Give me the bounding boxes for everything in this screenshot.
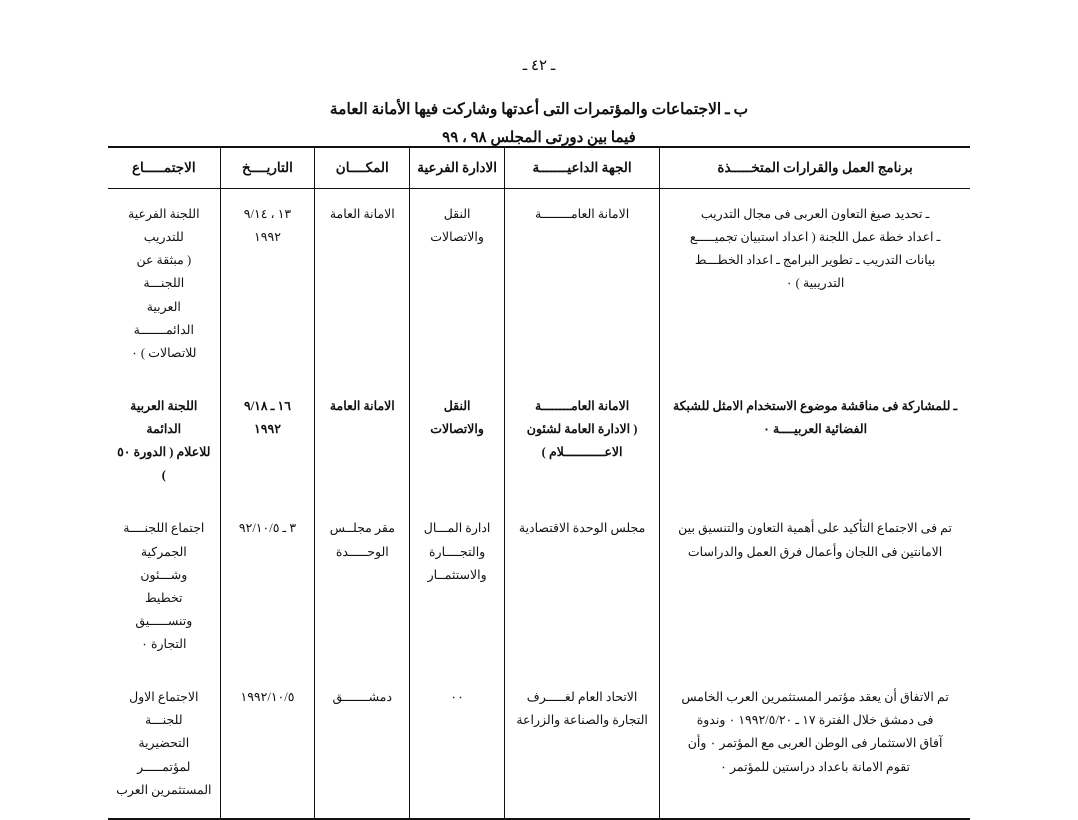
- cell-meeting-line: التجارة ٠: [141, 637, 187, 651]
- cell-place-line: الامانة العامة: [329, 207, 395, 221]
- cell-place: [315, 503, 410, 672]
- column-header-department: الادارة الفرعية: [410, 147, 505, 189]
- cell-program: [660, 189, 970, 381]
- column-header-program: برنامج العمل والقرارات المتخـــــذة: [660, 147, 970, 189]
- cell-meeting: [108, 381, 220, 504]
- cell-program-line: ـ تحديد صيغ التعاون العربى فى مجال التدريب: [700, 207, 930, 221]
- cell-meeting: [108, 672, 220, 819]
- cell-department-line: والاستثمــار: [427, 567, 487, 582]
- table-row: [108, 503, 970, 672]
- cell-place-line: الامانة العامة: [329, 398, 395, 413]
- cell-program-line: ـ اعداد خطة عمل اللجنة ( اعداد استبيان تجميـــــع: [689, 230, 941, 245]
- cell-date: [220, 503, 315, 672]
- cell-date-line: ١٩٩٢: [254, 422, 281, 436]
- cell-place: [315, 189, 410, 381]
- cell-organizer-line: ( الادارة العامة لشئون: [526, 422, 638, 436]
- cell-program-line: ـ للمشاركة فى مناقشة موضوع الاستخدام الامثل للشبكة: [672, 398, 958, 413]
- cell-date-line: ١٦ ـ ٩/١٨: [243, 398, 291, 413]
- cell-date-line: ١٣ ، ٩/١٤: [243, 207, 292, 221]
- cell-organizer-line: الاتحاد العام لغـــــرف: [526, 690, 638, 705]
- cell-meeting-line: التحضيرية لمؤتمـــــر: [137, 736, 191, 774]
- cell-meeting: [108, 189, 220, 381]
- cell-department: [410, 189, 505, 381]
- cell-program: [660, 381, 970, 504]
- cell-program-line: فى دمشق خلال الفترة ١٧ ـ ١٩٩٢/٥/٢٠ ٠ وندوة: [696, 713, 934, 728]
- cell-department-line: ادارة المـــال: [423, 521, 491, 536]
- cell-meeting-line: للاتصالات ) ٠: [131, 345, 197, 360]
- cell-program-line: تقوم الامانة باعداد دراستين للمؤتمر ٠: [720, 759, 910, 774]
- cell-date: [220, 189, 315, 381]
- page-title-line1: ب ـ الاجتماعات والمؤتمرات التى أعدتها وشاركت فيها الأمانة العامة: [329, 101, 749, 118]
- cell-date: [220, 381, 315, 504]
- cell-meeting-line: اجتماع اللجنــــة: [123, 521, 205, 536]
- cell-department-line: النقل والاتصالات: [430, 398, 484, 436]
- cell-meeting-line: اللجنة الفرعية للتدريب: [128, 207, 200, 245]
- column-header-organizer: الجهة الداعيـــــــة: [505, 147, 660, 189]
- cell-meeting-line: تخطيط وتنســـــيق: [135, 590, 193, 628]
- cell-program: [660, 503, 970, 672]
- table-body: [108, 189, 970, 819]
- cell-meeting-line: ( مبثقة عن اللجنـــة: [136, 253, 192, 291]
- cell-program-line: الفضائية العربيــــة ٠: [763, 422, 868, 436]
- report-table: [108, 146, 970, 820]
- cell-organizer-line: الامانة العامــــــــة: [534, 207, 630, 221]
- cell-meeting-line: الاجتماع الاول للجنـــة: [129, 690, 199, 728]
- cell-program-line: التدريبية ) ٠: [785, 276, 845, 291]
- page-number: ـ ٤٢ ـ: [522, 58, 556, 74]
- cell-department: [410, 381, 505, 504]
- cell-place: [315, 672, 410, 819]
- cell-organizer: [505, 672, 660, 819]
- cell-date-line: ١٩٩٢: [254, 230, 281, 245]
- cell-meeting-line: المستثمرين العرب: [116, 782, 212, 797]
- cell-organizer-line: مجلس الوحدة الاقتصادية: [518, 521, 646, 536]
- cell-program: [660, 672, 970, 819]
- cell-date-line: ٣ ـ ٩٢/١٠/٥: [238, 521, 297, 536]
- cell-meeting: [108, 503, 220, 672]
- page-title: [0, 95, 1078, 153]
- cell-program-line: تم الاتفاق أن يعقد مؤتمر المستثمرين العرب الخامس: [681, 690, 949, 705]
- cell-place-line: مقر مجلــس: [329, 521, 395, 536]
- cell-place-line: دمشـــــــق: [332, 690, 393, 705]
- cell-organizer-line: التجارة والصناعة والزراعة: [516, 713, 648, 728]
- cell-organizer-line: الاعـــــــــــلام ): [541, 445, 623, 460]
- cell-place: [315, 381, 410, 504]
- cell-meeting-line: العربية الدائمـــــــة: [133, 299, 194, 337]
- cell-organizer-line: الامانة العامــــــــة: [534, 398, 630, 413]
- column-header-meeting: الاجتمـــــاع: [108, 147, 220, 189]
- table-row: [108, 189, 970, 381]
- table-header: [108, 147, 970, 189]
- cell-department-line: ٠٠: [450, 690, 464, 705]
- cell-meeting-line: الجمركية وشـــئون: [140, 544, 188, 582]
- cell-program-line: بيانات التدريب ـ تطوير البرامج ـ اعداد الخطـــط: [694, 253, 936, 268]
- cell-meeting-line: اللجنة العربية الدائمة: [130, 398, 198, 436]
- table-row: [108, 381, 970, 504]
- cell-organizer: [505, 503, 660, 672]
- cell-department: [410, 503, 505, 672]
- cell-date: [220, 672, 315, 819]
- report-table-container: [108, 146, 970, 820]
- table-header-row: [108, 147, 970, 189]
- cell-program-line: الامانتين فى اللجان وأعمال فرق العمل والدراسات: [687, 544, 943, 559]
- cell-program-line: تم فى الاجتماع التأكيد على أهمية التعاون والتنسيق بين: [678, 521, 952, 536]
- cell-department: [410, 672, 505, 819]
- cell-meeting-line: للاعلام ( الدورة ٥٠ ): [117, 445, 211, 483]
- cell-date-line: ١٩٩٢/١٠/٥: [240, 690, 295, 705]
- cell-program-line: آفاق الاستثمار فى الوطن العربى مع المؤتمر ٠ وأن: [687, 736, 943, 751]
- cell-organizer: [505, 381, 660, 504]
- table-row: [108, 672, 970, 819]
- cell-organizer: [505, 189, 660, 381]
- page-title-line2: فيما بين دورتى المجلس ٩٨ ، ٩٩: [442, 130, 636, 147]
- cell-department-line: النقل والاتصالات: [430, 207, 484, 245]
- cell-place-line: الوحـــــدة: [335, 544, 389, 559]
- column-header-place: المكــــان: [315, 147, 410, 189]
- column-header-date: التاريــــخ: [220, 147, 315, 189]
- cell-department-line: والتجــــارة: [429, 544, 486, 559]
